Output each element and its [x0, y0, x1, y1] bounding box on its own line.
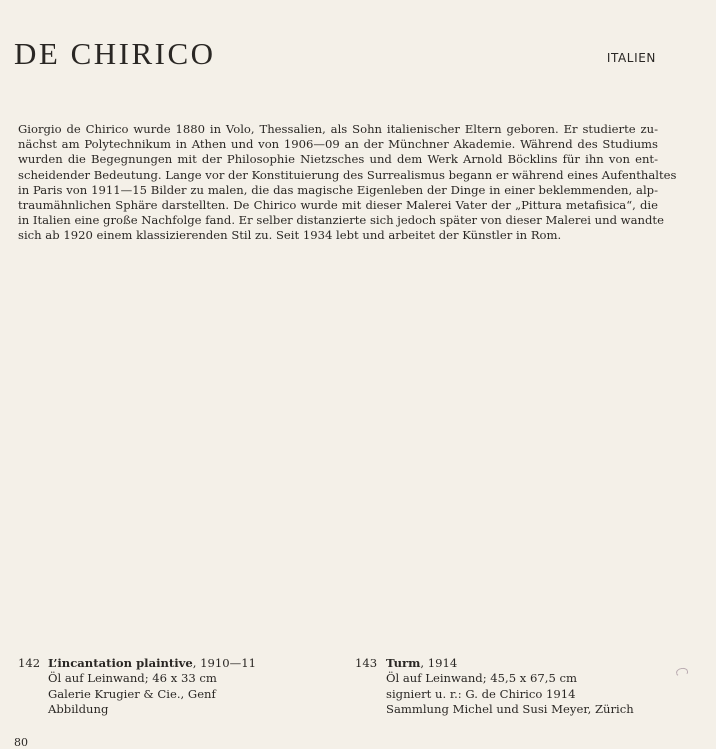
catalogue-number: 142	[18, 656, 41, 670]
biography-line: scheidender Bedeutung. Lange vor der Konstituierung des Surrealismus begann er während eines Aufenthaltes	[18, 167, 677, 182]
work-info: Galerie Krugier & Cie., Genf	[48, 686, 216, 701]
work-date: , 1914	[420, 656, 458, 670]
page-title: DE CHIRICO	[14, 36, 216, 71]
page-number: 80	[14, 736, 28, 749]
biography-line: sich ab 1920 einem klassizierenden Stil zu. Seit 1934 lebt und arbeitet der Künstler in Rom.	[18, 228, 562, 243]
catalogue-number: 143	[355, 656, 378, 670]
work-medium: Öl auf Leinwand; 45,5 x 67,5 cm	[386, 671, 578, 686]
country-label: ITALIEN	[606, 51, 656, 65]
pencil-mark	[675, 667, 688, 677]
work-title-line	[386, 656, 634, 671]
work-title: Turm	[386, 656, 421, 670]
work-date: , 1910—11	[192, 656, 257, 670]
biography-line: wurden die Begegnungen mit der Philosophie Nietzsches und dem Werk Arnold Böcklins für ihn von ent-	[18, 152, 658, 167]
biography-line: traumähnlichen Sphäre darstellten. De Chirico wurde mit dieser Malerei Vater der „Pittura metafisica“, die	[18, 198, 658, 213]
biography-paragraph	[18, 122, 677, 244]
work-info: signiert u. r.: G. de Chirico 1914	[386, 686, 576, 701]
work-title: L’incantation plaintive	[48, 656, 193, 670]
work-note: Sammlung Michel und Susi Meyer, Zürich	[386, 701, 634, 716]
biography-line: in Italien eine große Nachfolge fand. Er selber distanzierte sich jedoch später von dieser Malerei und wandte	[18, 213, 664, 228]
biography-line: nächst am Polytechnikum in Athen und von 1906—09 an der Münchner Akademie. Während des Studiums	[18, 137, 658, 152]
work-note: Abbildung	[48, 701, 109, 716]
biography-line: Giorgio de Chirico wurde 1880 in Volo, Thessalien, als Sohn italienischer Eltern geboren. Er studierte zu-	[18, 122, 658, 136]
work-medium: Öl auf Leinwand; 46 x 33 cm	[48, 671, 217, 686]
work-title-line	[48, 656, 256, 671]
biography-line: in Paris von 1911—15 Bilder zu malen, die das magische Eigenleben der Dinge in einer beklemmenden, alp-	[18, 182, 658, 197]
